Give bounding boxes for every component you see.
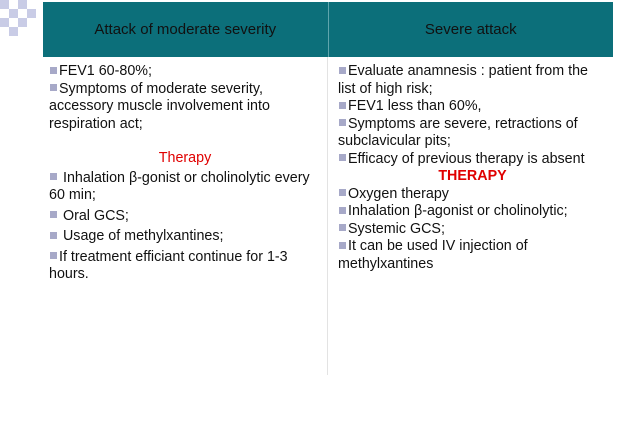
bullet-icon [50,211,57,218]
list-item: Symptoms are severe, retractions of subclavicular pits; [338,115,578,149]
list-item: Efficacy of previous therapy is absent [338,151,607,169]
list-item: FEV1 less than 60%, [338,98,607,116]
list-item: Inhalation β-agonist or cholinolytic; [338,203,607,221]
header-severe: Severe attack [424,21,517,38]
bullet-icon [339,102,346,109]
bullet-icon [339,242,346,249]
list-item: Oxygen therapy [338,186,607,204]
list-item: Inhalation β-gonist or cholinolytic every 60 min; [49,169,310,203]
comparison-table [43,2,613,375]
bullet-icon [339,189,346,196]
list-item: If treatment efficiant continue for 1-3 hours. [49,248,288,282]
list-item: Symptoms of moderate severity, accessory muscle involvement into respiration act; [49,80,270,132]
bullet-icon [339,67,346,74]
bullet-icon [50,84,57,91]
bullet-icon [339,224,346,231]
severe-column [328,57,613,375]
list-item: Oral GCS; [49,208,321,226]
bullet-icon [339,119,346,126]
table-header [43,2,613,57]
bullet-icon [50,232,57,239]
list-item: FEV1 60-80%; [49,63,321,81]
list-item: It can be used IV injection of methylxantines [338,238,528,272]
bullet-icon [50,67,57,74]
header-moderate: Attack of moderate severity [43,2,329,57]
therapy-heading: Therapy [158,150,212,166]
list-item: Systemic GCS; [338,221,607,239]
corner-decoration [0,0,45,45]
list-item: Evaluate anamnesis : patient from the list of high risk; [338,63,589,97]
bullet-icon [339,207,346,214]
list-item: Usage of methylxantines; [49,228,321,246]
bullet-icon [339,154,346,161]
therapy-heading: THERAPY [438,168,507,184]
moderate-column [43,57,328,375]
bullet-icon [50,173,57,180]
bullet-icon [50,252,57,259]
